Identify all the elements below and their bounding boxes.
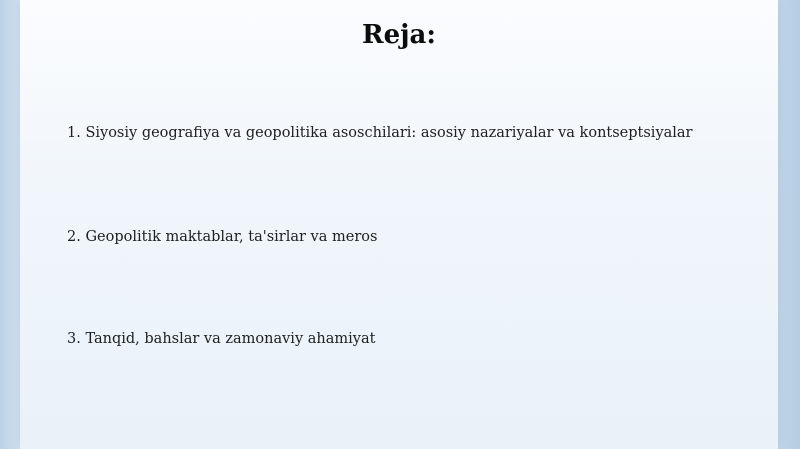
slide	[20, 0, 778, 449]
plan-item-1: 1. Siyosiy geografiya va geopolitika asoschilari: asosiy nazariyalar va kontseptsiyalar	[67, 125, 693, 141]
slide-title: Reja:	[361, 20, 436, 50]
plan-item-3: 3. Tanqid, bahslar va zamonaviy ahamiyat	[67, 331, 376, 347]
plan-item-2: 2. Geopolitik maktablar, ta'sirlar va meros	[67, 229, 378, 245]
